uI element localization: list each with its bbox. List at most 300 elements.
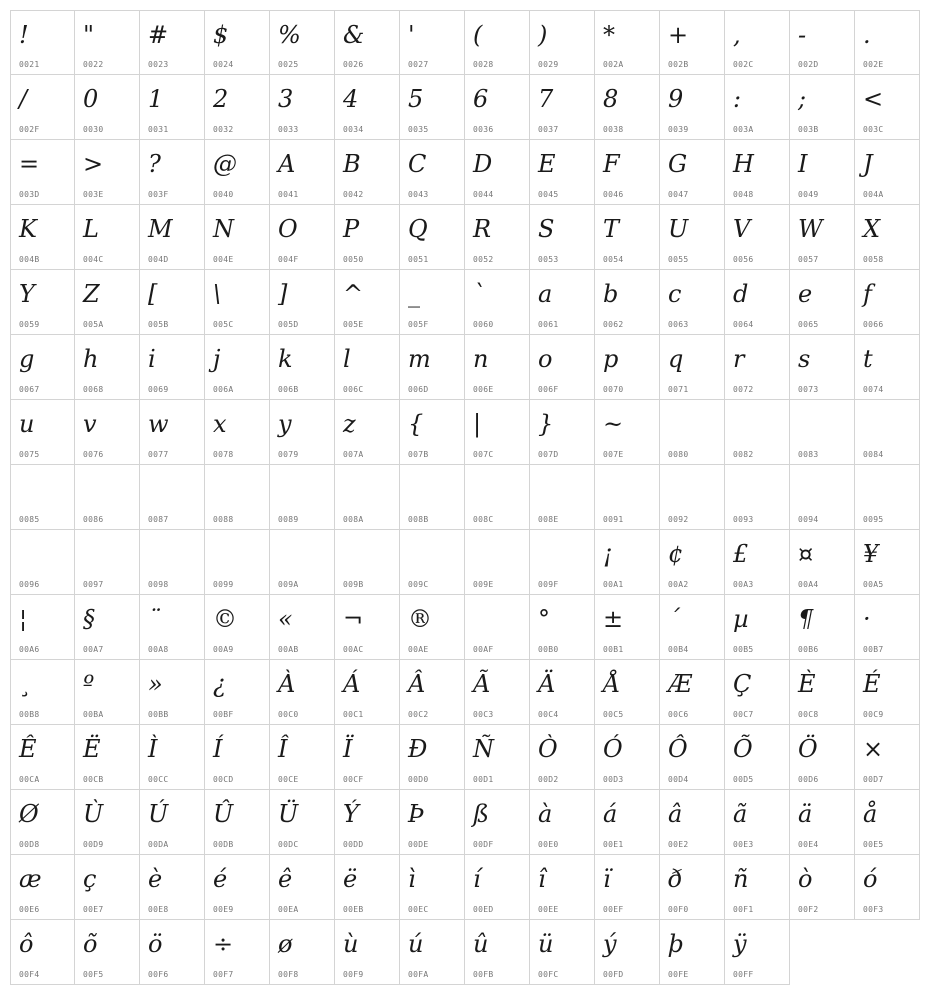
glyph-codepoint: 0068 (83, 385, 104, 394)
glyph-codepoint: 0023 (148, 60, 169, 69)
glyph-cell (855, 790, 920, 855)
glyph-cell (530, 660, 595, 725)
glyph-character: D (473, 150, 493, 178)
glyph-cell (530, 10, 595, 75)
glyph-codepoint: 0054 (603, 255, 624, 264)
glyph-codepoint: 0086 (83, 515, 104, 524)
glyph-codepoint: 004A (863, 190, 884, 199)
glyph-codepoint: 0052 (473, 255, 494, 264)
glyph-codepoint: 0034 (343, 125, 364, 134)
glyph-cell (335, 725, 400, 790)
glyph-codepoint: 004E (213, 255, 234, 264)
glyph-codepoint: 00EF (603, 905, 624, 914)
glyph-cell (725, 660, 790, 725)
glyph-cell (205, 660, 270, 725)
glyph-character: Ü (278, 800, 299, 828)
glyph-codepoint: 00B7 (863, 645, 884, 654)
glyph-character: Þ (408, 800, 425, 828)
glyph-character: P (343, 215, 360, 243)
glyph-codepoint: 00C0 (278, 710, 299, 719)
glyph-character: _ (408, 280, 420, 308)
glyph-cell (855, 205, 920, 270)
glyph-codepoint: 009B (343, 580, 364, 589)
glyph-cell (270, 855, 335, 920)
glyph-cell (10, 10, 75, 75)
glyph-character: ü (538, 930, 554, 958)
glyph-codepoint: 00C5 (603, 710, 624, 719)
glyph-cell (530, 205, 595, 270)
glyph-cell (140, 530, 205, 595)
glyph-codepoint: 005A (83, 320, 104, 329)
glyph-cell (595, 595, 660, 660)
glyph-cell (140, 140, 205, 205)
glyph-codepoint: 00E7 (83, 905, 104, 914)
glyph-character: ¢ (668, 540, 684, 568)
glyph-cell (595, 790, 660, 855)
glyph-character: e (798, 280, 813, 308)
glyph-cell (725, 270, 790, 335)
glyph-cell (270, 335, 335, 400)
glyph-codepoint: 00D9 (83, 840, 104, 849)
glyph-codepoint: 0087 (148, 515, 169, 524)
glyph-codepoint: 002F (19, 125, 40, 134)
glyph-cell (595, 530, 660, 595)
glyph-cell (725, 595, 790, 660)
glyph-cell (725, 855, 790, 920)
glyph-cell (205, 75, 270, 140)
glyph-cell (595, 270, 660, 335)
glyph-character: H (733, 150, 754, 178)
glyph-codepoint: 0041 (278, 190, 299, 199)
glyph-codepoint: 002B (668, 60, 689, 69)
glyph-codepoint: 007A (343, 450, 364, 459)
glyph-character: T (603, 215, 620, 243)
glyph-cell (855, 530, 920, 595)
glyph-character: Ú (148, 800, 169, 828)
glyph-cell (205, 855, 270, 920)
glyph-cell (790, 205, 855, 270)
glyph-codepoint: 003B (798, 125, 819, 134)
glyph-character: í (473, 865, 481, 893)
glyph-cell (10, 725, 75, 790)
glyph-codepoint: 00A5 (863, 580, 884, 589)
glyph-codepoint: 0025 (278, 60, 299, 69)
glyph-cell (400, 335, 465, 400)
glyph-cell (140, 10, 205, 75)
glyph-cell (595, 75, 660, 140)
glyph-character: Q (408, 215, 428, 243)
glyph-codepoint: 009E (473, 580, 494, 589)
glyph-cell (140, 725, 205, 790)
glyph-character: 5 (408, 85, 424, 113)
glyph-character: Ì (148, 735, 158, 763)
glyph-character: » (148, 670, 163, 698)
glyph-codepoint: 00BB (148, 710, 169, 719)
glyph-cell (530, 920, 595, 985)
glyph-character: õ (83, 930, 98, 958)
glyph-cell (270, 400, 335, 465)
glyph-cell (75, 725, 140, 790)
glyph-codepoint: 00DD (343, 840, 364, 849)
glyph-codepoint: 00D2 (538, 775, 559, 784)
glyph-cell (10, 335, 75, 400)
glyph-character: µ (733, 605, 749, 633)
glyph-character: ^ (343, 280, 364, 308)
glyph-codepoint: 00AB (278, 645, 299, 654)
glyph-character: 9 (668, 85, 684, 113)
glyph-cell (140, 335, 205, 400)
glyph-codepoint: 00C6 (668, 710, 689, 719)
glyph-codepoint: 008E (538, 515, 559, 524)
glyph-codepoint: 00ED (473, 905, 494, 914)
glyph-character: % (278, 21, 301, 49)
glyph-cell (140, 790, 205, 855)
glyph-character: § (83, 605, 95, 633)
glyph-cell (465, 855, 530, 920)
glyph-codepoint: 0092 (668, 515, 689, 524)
glyph-character: t (863, 345, 873, 373)
glyph-codepoint: 0042 (343, 190, 364, 199)
glyph-codepoint: 00C4 (538, 710, 559, 719)
glyph-cell (660, 270, 725, 335)
glyph-cell (465, 660, 530, 725)
glyph-character: ó (863, 865, 878, 893)
glyph-codepoint: 007C (473, 450, 494, 459)
glyph-codepoint: 005C (213, 320, 234, 329)
glyph-codepoint: 0084 (863, 450, 884, 459)
glyph-character: û (473, 930, 489, 958)
glyph-character: G (668, 150, 688, 178)
glyph-codepoint: 00A4 (798, 580, 819, 589)
glyph-character: A (278, 150, 296, 178)
glyph-cell (595, 660, 660, 725)
glyph-character: > (83, 150, 104, 178)
glyph-character: U (668, 215, 689, 243)
glyph-cell (270, 270, 335, 335)
glyph-character: ô (19, 930, 34, 958)
glyph-cell (725, 725, 790, 790)
glyph-character: é (213, 865, 228, 893)
glyph-cell (400, 205, 465, 270)
glyph-codepoint: 00E3 (733, 840, 754, 849)
glyph-codepoint: 00FD (603, 970, 624, 979)
glyph-character: i (148, 345, 156, 373)
glyph-character: ç (83, 865, 97, 893)
glyph-codepoint: 003D (19, 190, 40, 199)
glyph-cell (400, 465, 465, 530)
glyph-character: . (863, 21, 871, 49)
glyph-cell (270, 725, 335, 790)
glyph-character: à (538, 800, 553, 828)
glyph-codepoint: 00F6 (148, 970, 169, 979)
glyph-cell (465, 595, 530, 660)
glyph-cell (335, 140, 400, 205)
glyph-character: ? (148, 150, 161, 178)
glyph-character: Ô (668, 735, 688, 763)
glyph-cell (595, 920, 660, 985)
glyph-cell (465, 725, 530, 790)
glyph-codepoint: 0062 (603, 320, 624, 329)
glyph-codepoint: 0096 (19, 580, 40, 589)
glyph-codepoint: 0038 (603, 125, 624, 134)
glyph-cell (205, 270, 270, 335)
glyph-cell (140, 205, 205, 270)
glyph-character: þ (668, 930, 684, 958)
glyph-codepoint: 0064 (733, 320, 754, 329)
glyph-cell (400, 75, 465, 140)
glyph-character: Û (213, 800, 234, 828)
glyph-character: Ò (538, 735, 558, 763)
glyph-codepoint: 00D6 (798, 775, 819, 784)
glyph-character: Y (19, 280, 35, 308)
glyph-character: ) (538, 21, 548, 49)
glyph-codepoint: 00FA (408, 970, 429, 979)
glyph-cell (10, 660, 75, 725)
glyph-character: V (733, 215, 751, 243)
glyph-character: Á (343, 670, 361, 698)
glyph-cell (400, 270, 465, 335)
glyph-character: 6 (473, 85, 489, 113)
glyph-codepoint: 00C3 (473, 710, 494, 719)
glyph-character: | (473, 410, 482, 438)
glyph-codepoint: 0094 (798, 515, 819, 524)
glyph-character: O (278, 215, 298, 243)
glyph-character: ! (19, 21, 29, 49)
glyph-cell (75, 205, 140, 270)
glyph-cell (790, 335, 855, 400)
glyph-codepoint: 002A (603, 60, 624, 69)
glyph-cell (205, 335, 270, 400)
glyph-codepoint: 0066 (863, 320, 884, 329)
glyph-codepoint: 00D1 (473, 775, 494, 784)
glyph-codepoint: 00E0 (538, 840, 559, 849)
glyph-cell (660, 530, 725, 595)
glyph-character: c (668, 280, 682, 308)
glyph-cell (10, 400, 75, 465)
glyph-cell (270, 530, 335, 595)
glyph-codepoint: 00FC (538, 970, 559, 979)
glyph-cell (140, 465, 205, 530)
glyph-cell (75, 790, 140, 855)
glyph-cell (530, 465, 595, 530)
glyph-codepoint: 00E4 (798, 840, 819, 849)
glyph-cell (855, 335, 920, 400)
glyph-character: ý (603, 930, 617, 958)
glyph-cell (270, 660, 335, 725)
glyph-character: p (603, 345, 619, 373)
glyph-character: \ (213, 280, 222, 308)
glyph-codepoint: 00F1 (733, 905, 754, 914)
glyph-character: º (83, 670, 95, 698)
glyph-character: X (863, 215, 881, 243)
glyph-codepoint: 004F (278, 255, 299, 264)
glyph-character: : (733, 85, 742, 113)
glyph-codepoint: 0028 (473, 60, 494, 69)
glyph-codepoint: 00FF (733, 970, 754, 979)
glyph-codepoint: 0059 (19, 320, 40, 329)
glyph-cell (790, 725, 855, 790)
glyph-cell (270, 205, 335, 270)
glyph-character: q (668, 345, 684, 373)
glyph-character: ø (278, 930, 293, 958)
glyph-character: Ð (408, 735, 428, 763)
glyph-cell (10, 920, 75, 985)
glyph-cell (75, 660, 140, 725)
glyph-codepoint: 006C (343, 385, 364, 394)
glyph-character: d (733, 280, 749, 308)
glyph-character: ' (408, 21, 415, 49)
glyph-codepoint: 00A6 (19, 645, 40, 654)
glyph-cell (725, 205, 790, 270)
glyph-cell (205, 465, 270, 530)
glyph-codepoint: 0058 (863, 255, 884, 264)
glyph-character: É (863, 670, 881, 698)
glyph-cell (335, 595, 400, 660)
glyph-cell (660, 75, 725, 140)
glyph-character: ` (473, 280, 485, 308)
glyph-character: å (863, 800, 878, 828)
glyph-cell (725, 400, 790, 465)
glyph-character: v (83, 410, 97, 438)
glyph-codepoint: 0070 (603, 385, 624, 394)
glyph-codepoint: 0074 (863, 385, 884, 394)
glyph-cell (270, 595, 335, 660)
glyph-codepoint: 0097 (83, 580, 104, 589)
glyph-character: + (668, 21, 689, 49)
glyph-cell (660, 725, 725, 790)
glyph-cell (660, 790, 725, 855)
glyph-character: æ (19, 865, 42, 893)
glyph-character: È (798, 670, 816, 698)
glyph-character: Å (603, 670, 621, 698)
glyph-character: # (148, 21, 169, 49)
glyph-cell (10, 270, 75, 335)
glyph-cell (725, 530, 790, 595)
glyph-character: Ñ (473, 735, 494, 763)
glyph-character: ÿ (733, 930, 747, 958)
glyph-character: B (343, 150, 361, 178)
glyph-cell (140, 595, 205, 660)
glyph-cell (855, 855, 920, 920)
glyph-character: h (83, 345, 99, 373)
glyph-cell (530, 725, 595, 790)
glyph-cell (855, 140, 920, 205)
glyph-codepoint: 0021 (19, 60, 40, 69)
glyph-codepoint: 003C (863, 125, 884, 134)
glyph-cell (75, 530, 140, 595)
glyph-character: Í (213, 735, 223, 763)
glyph-cell (855, 270, 920, 335)
glyph-character: m (408, 345, 431, 373)
glyph-codepoint: 004C (83, 255, 104, 264)
glyph-codepoint: 00B1 (603, 645, 624, 654)
glyph-cell (530, 270, 595, 335)
glyph-codepoint: 007B (408, 450, 429, 459)
glyph-cell (335, 855, 400, 920)
glyph-codepoint: 00DF (473, 840, 494, 849)
glyph-cell (790, 270, 855, 335)
glyph-codepoint: 00AC (343, 645, 364, 654)
glyph-cell (400, 790, 465, 855)
glyph-cell (10, 530, 75, 595)
glyph-codepoint: 00DE (408, 840, 429, 849)
glyph-cell (790, 140, 855, 205)
glyph-cell (530, 400, 595, 465)
glyph-character: ; (798, 85, 807, 113)
glyph-cell (465, 530, 530, 595)
glyph-character: ã (733, 800, 748, 828)
glyph-cell (725, 335, 790, 400)
glyph-codepoint: 004D (148, 255, 169, 264)
glyph-codepoint: 008C (473, 515, 494, 524)
glyph-character: ñ (733, 865, 749, 893)
glyph-character: ò (798, 865, 813, 893)
glyph-cell (270, 465, 335, 530)
glyph-character: y (278, 410, 292, 438)
glyph-cell (400, 855, 465, 920)
glyph-cell (75, 465, 140, 530)
glyph-cell (10, 140, 75, 205)
glyph-codepoint: 00B4 (668, 645, 689, 654)
glyph-character: g (19, 345, 35, 373)
glyph-character: ¬ (343, 605, 364, 633)
glyph-cell (335, 530, 400, 595)
glyph-character: ´ (668, 605, 680, 633)
glyph-cell (660, 465, 725, 530)
glyph-character: & (343, 21, 365, 49)
glyph-cell (75, 140, 140, 205)
glyph-codepoint: 009C (408, 580, 429, 589)
glyph-cell (465, 205, 530, 270)
glyph-codepoint: 00F4 (19, 970, 40, 979)
glyph-character: < (863, 85, 884, 113)
glyph-character: N (213, 215, 234, 243)
glyph-character: ] (278, 280, 288, 308)
glyph-cell (465, 790, 530, 855)
glyph-codepoint: 00DB (213, 840, 234, 849)
glyph-character: ë (343, 865, 358, 893)
glyph-codepoint: 00B6 (798, 645, 819, 654)
glyph-codepoint: 00EB (343, 905, 364, 914)
glyph-cell (400, 725, 465, 790)
glyph-cell (400, 595, 465, 660)
glyph-codepoint: 0024 (213, 60, 234, 69)
glyph-cell (75, 920, 140, 985)
glyph-codepoint: 00EC (408, 905, 429, 914)
glyph-codepoint: 0065 (798, 320, 819, 329)
glyph-character: ~ (603, 410, 624, 438)
glyph-cell (725, 920, 790, 985)
glyph-cell (660, 920, 725, 985)
glyph-cell (335, 335, 400, 400)
glyph-codepoint: 002D (798, 60, 819, 69)
glyph-cell (465, 270, 530, 335)
glyph-codepoint: 0050 (343, 255, 364, 264)
glyph-character: â (668, 800, 683, 828)
glyph-cell (10, 465, 75, 530)
glyph-codepoint: 0067 (19, 385, 40, 394)
glyph-cell (725, 790, 790, 855)
glyph-cell (725, 10, 790, 75)
glyph-cell (465, 10, 530, 75)
glyph-cell (10, 595, 75, 660)
glyph-codepoint: 00DC (278, 840, 299, 849)
glyph-codepoint: 0091 (603, 515, 624, 524)
glyph-codepoint: 005F (408, 320, 429, 329)
glyph-character: × (863, 735, 884, 763)
glyph-codepoint: 0030 (83, 125, 104, 134)
glyph-cell (140, 270, 205, 335)
